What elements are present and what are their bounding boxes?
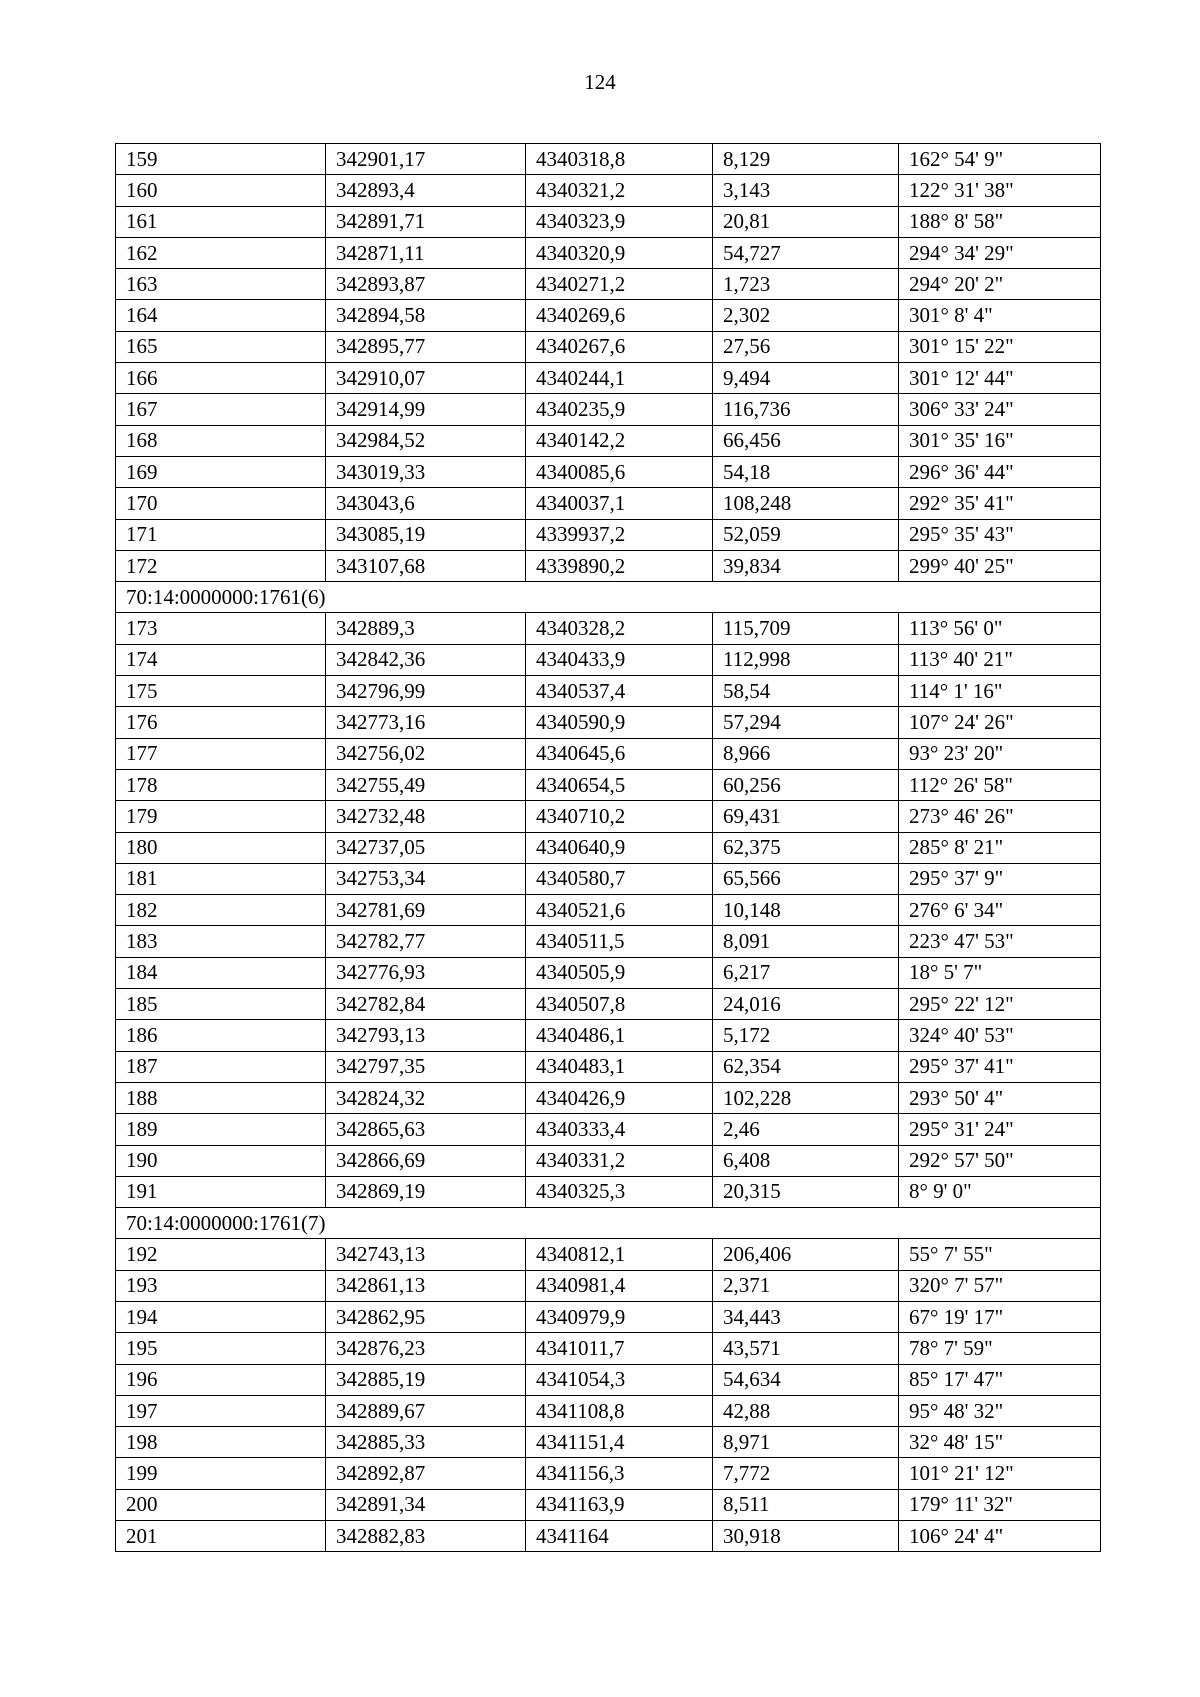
distance-cell: 42,88 — [713, 1395, 899, 1426]
distance-cell: 30,918 — [713, 1521, 899, 1552]
distance-cell: 1,723 — [713, 269, 899, 300]
direction-angle-cell: 301° 35' 16" — [899, 425, 1101, 456]
point-number-cell: 181 — [116, 863, 326, 894]
direction-angle-cell: 179° 11' 32" — [899, 1489, 1101, 1520]
point-number-cell: 180 — [116, 832, 326, 863]
y-coordinate-cell: 4340142,2 — [526, 425, 713, 456]
table-row — [116, 1301, 1101, 1332]
point-number-cell: 194 — [116, 1301, 326, 1332]
distance-cell: 8,129 — [713, 144, 899, 175]
y-coordinate-cell: 4340507,8 — [526, 989, 713, 1020]
table-row — [116, 144, 1101, 175]
distance-cell: 20,81 — [713, 206, 899, 237]
distance-cell: 58,54 — [713, 676, 899, 707]
distance-cell: 5,172 — [713, 1020, 899, 1051]
coordinates-table-body — [116, 144, 1101, 1552]
y-coordinate-cell: 4340037,1 — [526, 488, 713, 519]
table-row — [116, 1333, 1101, 1364]
point-number-cell: 170 — [116, 488, 326, 519]
table-row — [116, 1458, 1101, 1489]
distance-cell: 6,408 — [713, 1145, 899, 1176]
direction-angle-cell: 276° 6' 34" — [899, 895, 1101, 926]
table-row — [116, 1145, 1101, 1176]
y-coordinate-cell: 4340331,2 — [526, 1145, 713, 1176]
point-number-cell: 189 — [116, 1114, 326, 1145]
distance-cell: 20,315 — [713, 1176, 899, 1207]
x-coordinate-cell: 342891,34 — [326, 1489, 526, 1520]
distance-cell: 52,059 — [713, 519, 899, 550]
point-number-cell: 177 — [116, 738, 326, 769]
point-number-cell: 173 — [116, 613, 326, 644]
x-coordinate-cell: 342861,13 — [326, 1270, 526, 1301]
point-number-cell: 201 — [116, 1521, 326, 1552]
point-number-cell: 186 — [116, 1020, 326, 1051]
distance-cell: 62,354 — [713, 1051, 899, 1082]
direction-angle-cell: 299° 40' 25" — [899, 550, 1101, 581]
point-number-cell: 168 — [116, 425, 326, 456]
direction-angle-cell: 295° 37' 41" — [899, 1051, 1101, 1082]
y-coordinate-cell: 4340710,2 — [526, 801, 713, 832]
section-header-row — [116, 582, 1101, 613]
table-row — [116, 738, 1101, 769]
x-coordinate-cell: 342862,95 — [326, 1301, 526, 1332]
distance-cell: 34,443 — [713, 1301, 899, 1332]
y-coordinate-cell: 4340318,8 — [526, 144, 713, 175]
distance-cell: 7,772 — [713, 1458, 899, 1489]
point-number-cell: 192 — [116, 1239, 326, 1270]
x-coordinate-cell: 342797,35 — [326, 1051, 526, 1082]
point-number-cell: 183 — [116, 926, 326, 957]
x-coordinate-cell: 342869,19 — [326, 1176, 526, 1207]
x-coordinate-cell: 342893,87 — [326, 269, 526, 300]
table-row — [116, 769, 1101, 800]
table-row — [116, 1114, 1101, 1145]
direction-angle-cell: 93° 23' 20" — [899, 738, 1101, 769]
table-row — [116, 676, 1101, 707]
point-number-cell: 188 — [116, 1082, 326, 1113]
x-coordinate-cell: 342876,23 — [326, 1333, 526, 1364]
table-row — [116, 989, 1101, 1020]
distance-cell: 102,228 — [713, 1082, 899, 1113]
y-coordinate-cell: 4340590,9 — [526, 707, 713, 738]
direction-angle-cell: 273° 46' 26" — [899, 801, 1101, 832]
direction-angle-cell: 112° 26' 58" — [899, 769, 1101, 800]
distance-cell: 10,148 — [713, 895, 899, 926]
y-coordinate-cell: 4340323,9 — [526, 206, 713, 237]
distance-cell: 60,256 — [713, 769, 899, 800]
direction-angle-cell: 85° 17' 47" — [899, 1364, 1101, 1395]
x-coordinate-cell: 342866,69 — [326, 1145, 526, 1176]
direction-angle-cell: 292° 57' 50" — [899, 1145, 1101, 1176]
y-coordinate-cell: 4340812,1 — [526, 1239, 713, 1270]
point-number-cell: 185 — [116, 989, 326, 1020]
direction-angle-cell: 78° 7' 59" — [899, 1333, 1101, 1364]
table-row — [116, 832, 1101, 863]
table-row — [116, 300, 1101, 331]
x-coordinate-cell: 342773,16 — [326, 707, 526, 738]
table-row — [116, 269, 1101, 300]
x-coordinate-cell: 342895,77 — [326, 331, 526, 362]
x-coordinate-cell: 342776,93 — [326, 957, 526, 988]
direction-angle-cell: 296° 36' 44" — [899, 456, 1101, 487]
direction-angle-cell: 107° 24' 26" — [899, 707, 1101, 738]
distance-cell: 8,966 — [713, 738, 899, 769]
distance-cell: 8,091 — [713, 926, 899, 957]
x-coordinate-cell: 342889,3 — [326, 613, 526, 644]
point-number-cell: 178 — [116, 769, 326, 800]
table-row — [116, 1239, 1101, 1270]
point-number-cell: 199 — [116, 1458, 326, 1489]
direction-angle-cell: 301° 8' 4" — [899, 300, 1101, 331]
distance-cell: 69,431 — [713, 801, 899, 832]
distance-cell: 206,406 — [713, 1239, 899, 1270]
direction-angle-cell: 295° 31' 24" — [899, 1114, 1101, 1145]
direction-angle-cell: 320° 7' 57" — [899, 1270, 1101, 1301]
direction-angle-cell: 324° 40' 53" — [899, 1020, 1101, 1051]
distance-cell: 2,302 — [713, 300, 899, 331]
x-coordinate-cell: 342732,48 — [326, 801, 526, 832]
y-coordinate-cell: 4341156,3 — [526, 1458, 713, 1489]
point-number-cell: 169 — [116, 456, 326, 487]
y-coordinate-cell: 4340328,2 — [526, 613, 713, 644]
x-coordinate-cell: 343043,6 — [326, 488, 526, 519]
y-coordinate-cell: 4340271,2 — [526, 269, 713, 300]
direction-angle-cell: 8° 9' 0" — [899, 1176, 1101, 1207]
distance-cell: 39,834 — [713, 550, 899, 581]
table-row — [116, 488, 1101, 519]
x-coordinate-cell: 342782,77 — [326, 926, 526, 957]
table-row — [116, 1395, 1101, 1426]
y-coordinate-cell: 4340085,6 — [526, 456, 713, 487]
x-coordinate-cell: 343107,68 — [326, 550, 526, 581]
table-row — [116, 1270, 1101, 1301]
point-number-cell: 175 — [116, 676, 326, 707]
x-coordinate-cell: 342755,49 — [326, 769, 526, 800]
point-number-cell: 166 — [116, 363, 326, 394]
x-coordinate-cell: 342756,02 — [326, 738, 526, 769]
distance-cell: 57,294 — [713, 707, 899, 738]
distance-cell: 112,998 — [713, 644, 899, 675]
y-coordinate-cell: 4340580,7 — [526, 863, 713, 894]
table-row — [116, 1427, 1101, 1458]
distance-cell: 66,456 — [713, 425, 899, 456]
coordinates-table — [115, 143, 1101, 1552]
table-row — [116, 394, 1101, 425]
point-number-cell: 196 — [116, 1364, 326, 1395]
point-number-cell: 159 — [116, 144, 326, 175]
direction-angle-cell: 101° 21' 12" — [899, 1458, 1101, 1489]
y-coordinate-cell: 4340521,6 — [526, 895, 713, 926]
direction-angle-cell: 295° 22' 12" — [899, 989, 1101, 1020]
page-number: 124 — [584, 70, 616, 94]
y-coordinate-cell: 4339937,2 — [526, 519, 713, 550]
x-coordinate-cell: 342793,13 — [326, 1020, 526, 1051]
table-row — [116, 363, 1101, 394]
direction-angle-cell: 114° 1' 16" — [899, 676, 1101, 707]
table-row — [116, 863, 1101, 894]
direction-angle-cell: 285° 8' 21" — [899, 832, 1101, 863]
distance-cell: 62,375 — [713, 832, 899, 863]
distance-cell: 54,18 — [713, 456, 899, 487]
distance-cell: 108,248 — [713, 488, 899, 519]
y-coordinate-cell: 4341108,8 — [526, 1395, 713, 1426]
table-row — [116, 1051, 1101, 1082]
table-row — [116, 926, 1101, 957]
x-coordinate-cell: 342910,07 — [326, 363, 526, 394]
y-coordinate-cell: 4340483,1 — [526, 1051, 713, 1082]
point-number-cell: 198 — [116, 1427, 326, 1458]
direction-angle-cell: 223° 47' 53" — [899, 926, 1101, 957]
y-coordinate-cell: 4340505,9 — [526, 957, 713, 988]
distance-cell: 43,571 — [713, 1333, 899, 1364]
x-coordinate-cell: 343085,19 — [326, 519, 526, 550]
distance-cell: 115,709 — [713, 613, 899, 644]
point-number-cell: 162 — [116, 237, 326, 268]
table-row — [116, 456, 1101, 487]
y-coordinate-cell: 4340320,9 — [526, 237, 713, 268]
x-coordinate-cell: 342901,17 — [326, 144, 526, 175]
distance-cell: 65,566 — [713, 863, 899, 894]
y-coordinate-cell: 4341164 — [526, 1521, 713, 1552]
distance-cell: 6,217 — [713, 957, 899, 988]
y-coordinate-cell: 4339890,2 — [526, 550, 713, 581]
y-coordinate-cell: 4340321,2 — [526, 175, 713, 206]
y-coordinate-cell: 4340979,9 — [526, 1301, 713, 1332]
direction-angle-cell: 162° 54' 9" — [899, 144, 1101, 175]
table-row — [116, 519, 1101, 550]
y-coordinate-cell: 4340433,9 — [526, 644, 713, 675]
table-row — [116, 1364, 1101, 1395]
distance-cell: 9,494 — [713, 363, 899, 394]
x-coordinate-cell: 342891,71 — [326, 206, 526, 237]
y-coordinate-cell: 4340267,6 — [526, 331, 713, 362]
x-coordinate-cell: 342889,67 — [326, 1395, 526, 1426]
point-number-cell: 172 — [116, 550, 326, 581]
distance-cell: 54,727 — [713, 237, 899, 268]
direction-angle-cell: 294° 34' 29" — [899, 237, 1101, 268]
table-row — [116, 613, 1101, 644]
x-coordinate-cell: 342984,52 — [326, 425, 526, 456]
x-coordinate-cell: 342842,36 — [326, 644, 526, 675]
x-coordinate-cell: 342885,19 — [326, 1364, 526, 1395]
table-row — [116, 237, 1101, 268]
section-header-row — [116, 1208, 1101, 1239]
direction-angle-cell: 122° 31' 38" — [899, 175, 1101, 206]
direction-angle-cell: 55° 7' 55" — [899, 1239, 1101, 1270]
y-coordinate-cell: 4341054,3 — [526, 1364, 713, 1395]
table-row — [116, 1082, 1101, 1113]
distance-cell: 27,56 — [713, 331, 899, 362]
table-row — [116, 957, 1101, 988]
y-coordinate-cell: 4340325,3 — [526, 1176, 713, 1207]
direction-angle-cell: 113° 56' 0" — [899, 613, 1101, 644]
x-coordinate-cell: 342871,11 — [326, 237, 526, 268]
point-number-cell: 182 — [116, 895, 326, 926]
direction-angle-cell: 18° 5' 7" — [899, 957, 1101, 988]
point-number-cell: 200 — [116, 1489, 326, 1520]
table-row — [116, 1176, 1101, 1207]
x-coordinate-cell: 342753,34 — [326, 863, 526, 894]
table-row — [116, 550, 1101, 581]
y-coordinate-cell: 4341011,7 — [526, 1333, 713, 1364]
point-number-cell: 164 — [116, 300, 326, 331]
x-coordinate-cell: 342914,99 — [326, 394, 526, 425]
direction-angle-cell: 301° 15' 22" — [899, 331, 1101, 362]
y-coordinate-cell: 4340645,6 — [526, 738, 713, 769]
x-coordinate-cell: 343019,33 — [326, 456, 526, 487]
point-number-cell: 163 — [116, 269, 326, 300]
y-coordinate-cell: 4340333,4 — [526, 1114, 713, 1145]
direction-angle-cell: 292° 35' 41" — [899, 488, 1101, 519]
x-coordinate-cell: 342893,4 — [326, 175, 526, 206]
direction-angle-cell: 293° 50' 4" — [899, 1082, 1101, 1113]
y-coordinate-cell: 4340981,4 — [526, 1270, 713, 1301]
y-coordinate-cell: 4340640,9 — [526, 832, 713, 863]
table-row — [116, 206, 1101, 237]
y-coordinate-cell: 4340426,9 — [526, 1082, 713, 1113]
direction-angle-cell: 306° 33' 24" — [899, 394, 1101, 425]
section-title: 70:14:0000000:1761(7) — [116, 1208, 1101, 1239]
point-number-cell: 191 — [116, 1176, 326, 1207]
distance-cell: 54,634 — [713, 1364, 899, 1395]
y-coordinate-cell: 4340537,4 — [526, 676, 713, 707]
point-number-cell: 179 — [116, 801, 326, 832]
point-number-cell: 184 — [116, 957, 326, 988]
x-coordinate-cell: 342885,33 — [326, 1427, 526, 1458]
point-number-cell: 161 — [116, 206, 326, 237]
direction-angle-cell: 294° 20' 2" — [899, 269, 1101, 300]
y-coordinate-cell: 4340269,6 — [526, 300, 713, 331]
direction-angle-cell: 188° 8' 58" — [899, 206, 1101, 237]
distance-cell: 116,736 — [713, 394, 899, 425]
point-number-cell: 193 — [116, 1270, 326, 1301]
y-coordinate-cell: 4340235,9 — [526, 394, 713, 425]
direction-angle-cell: 113° 40' 21" — [899, 644, 1101, 675]
point-number-cell: 195 — [116, 1333, 326, 1364]
y-coordinate-cell: 4340244,1 — [526, 363, 713, 394]
y-coordinate-cell: 4340486,1 — [526, 1020, 713, 1051]
y-coordinate-cell: 4341151,4 — [526, 1427, 713, 1458]
distance-cell: 8,971 — [713, 1427, 899, 1458]
table-row — [116, 175, 1101, 206]
point-number-cell: 176 — [116, 707, 326, 738]
point-number-cell: 190 — [116, 1145, 326, 1176]
x-coordinate-cell: 342892,87 — [326, 1458, 526, 1489]
table-row — [116, 1521, 1101, 1552]
point-number-cell: 167 — [116, 394, 326, 425]
x-coordinate-cell: 342882,83 — [326, 1521, 526, 1552]
direction-angle-cell: 295° 37' 9" — [899, 863, 1101, 894]
x-coordinate-cell: 342865,63 — [326, 1114, 526, 1145]
table-row — [116, 895, 1101, 926]
x-coordinate-cell: 342894,58 — [326, 300, 526, 331]
y-coordinate-cell: 4340511,5 — [526, 926, 713, 957]
direction-angle-cell: 295° 35' 43" — [899, 519, 1101, 550]
direction-angle-cell: 32° 48' 15" — [899, 1427, 1101, 1458]
table-row — [116, 707, 1101, 738]
point-number-cell: 160 — [116, 175, 326, 206]
table-row — [116, 331, 1101, 362]
distance-cell: 3,143 — [713, 175, 899, 206]
distance-cell: 2,371 — [713, 1270, 899, 1301]
table-row — [116, 1489, 1101, 1520]
table-row — [116, 425, 1101, 456]
point-number-cell: 171 — [116, 519, 326, 550]
x-coordinate-cell: 342824,32 — [326, 1082, 526, 1113]
distance-cell: 8,511 — [713, 1489, 899, 1520]
distance-cell: 2,46 — [713, 1114, 899, 1145]
table-row — [116, 1020, 1101, 1051]
y-coordinate-cell: 4340654,5 — [526, 769, 713, 800]
table-row — [116, 801, 1101, 832]
direction-angle-cell: 67° 19' 17" — [899, 1301, 1101, 1332]
x-coordinate-cell: 342743,13 — [326, 1239, 526, 1270]
direction-angle-cell: 301° 12' 44" — [899, 363, 1101, 394]
point-number-cell: 197 — [116, 1395, 326, 1426]
x-coordinate-cell: 342781,69 — [326, 895, 526, 926]
y-coordinate-cell: 4341163,9 — [526, 1489, 713, 1520]
x-coordinate-cell: 342737,05 — [326, 832, 526, 863]
direction-angle-cell: 106° 24' 4" — [899, 1521, 1101, 1552]
distance-cell: 24,016 — [713, 989, 899, 1020]
direction-angle-cell: 95° 48' 32" — [899, 1395, 1101, 1426]
section-title: 70:14:0000000:1761(6) — [116, 582, 1101, 613]
x-coordinate-cell: 342796,99 — [326, 676, 526, 707]
point-number-cell: 174 — [116, 644, 326, 675]
x-coordinate-cell: 342782,84 — [326, 989, 526, 1020]
table-row — [116, 644, 1101, 675]
point-number-cell: 165 — [116, 331, 326, 362]
point-number-cell: 187 — [116, 1051, 326, 1082]
